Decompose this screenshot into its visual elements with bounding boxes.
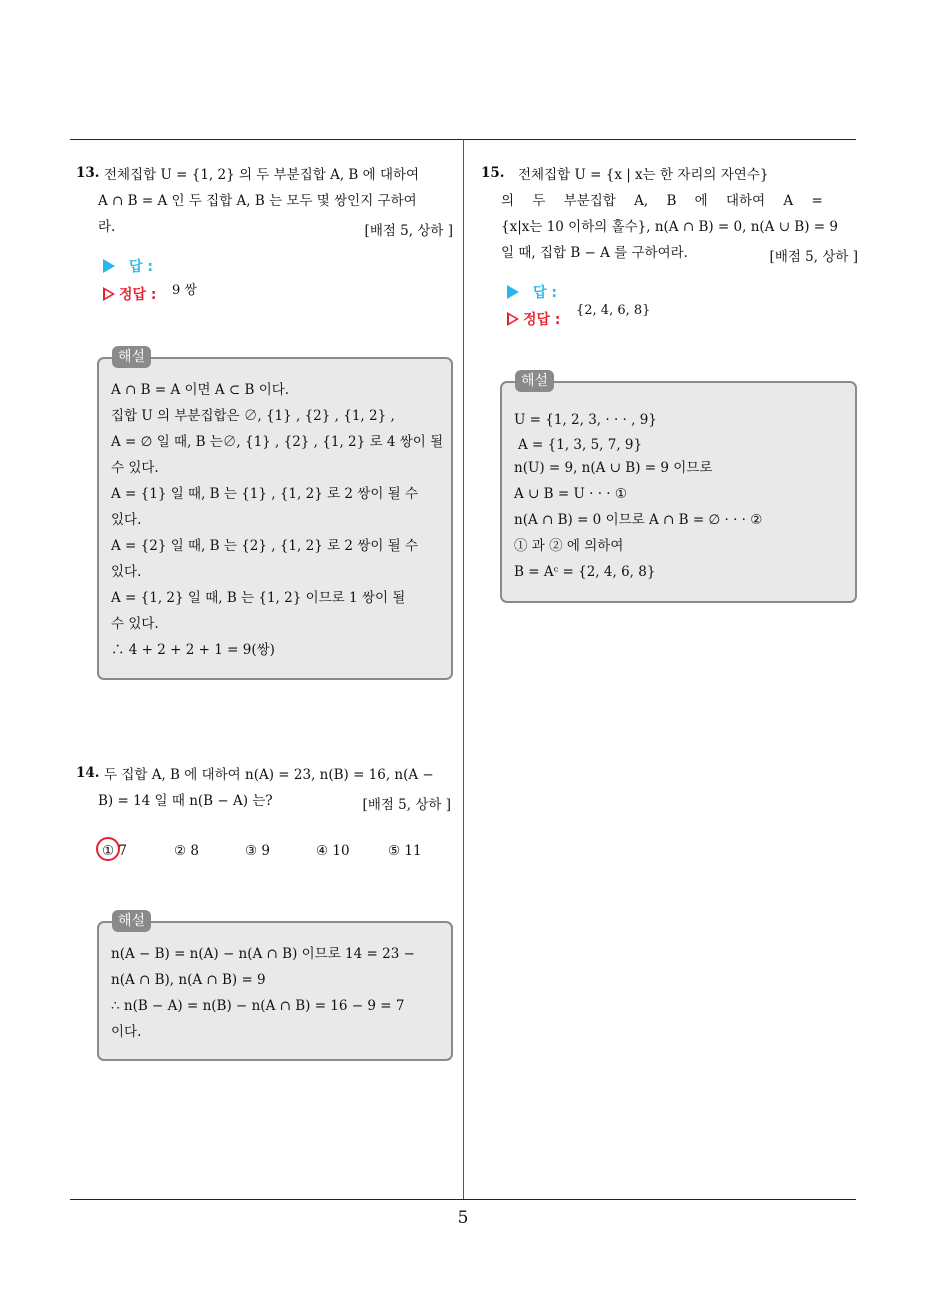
question-text-line: 일 때, 집합 B − A 를 구하여라. bbox=[501, 245, 688, 261]
explanation-line: A ∩ B = A 이면 A ⊂ B 이다. bbox=[111, 382, 290, 398]
correct-label: 정답 : bbox=[119, 287, 157, 303]
explanation-line: A ∪ B = U · · · ① bbox=[514, 486, 627, 502]
correct-answer-row bbox=[103, 284, 157, 304]
explanation-line: A = ∅ 일 때, B 는∅, {1} , {2} , {1, 2} 로 4 쌍이 될 bbox=[111, 434, 444, 450]
correct-answer-value: 9 쌍 bbox=[172, 283, 197, 298]
play-icon bbox=[507, 285, 519, 299]
explanation-line: 집합 U 의 부분집합은 ∅, {1} , {2} , {1, 2} , bbox=[111, 408, 395, 424]
triangle-outline-icon bbox=[103, 287, 115, 301]
explanation-line: n(A ∩ B), n(A ∩ B) = 9 bbox=[111, 972, 266, 988]
answer-row[interactable] bbox=[103, 256, 153, 276]
explanation-box bbox=[500, 373, 857, 603]
explanation-line: ① 과 ② 에 의하여 bbox=[514, 538, 624, 554]
explanation-line: A = {2} 일 때, B 는 {2} , {1, 2} 로 2 쌍이 될 수 bbox=[111, 538, 419, 554]
question-text-line: 라. bbox=[98, 219, 116, 235]
choice-5[interactable]: ⑤ 11 bbox=[388, 843, 422, 859]
question-text-line: 전체집합 U = {x | x는 한 자리의 자연수} bbox=[518, 167, 769, 183]
explanation-line: 있다. bbox=[111, 512, 142, 528]
question-text-line: 전체집합 U = {1, 2} 의 두 부분집합 A, B 에 대하여 bbox=[104, 167, 420, 183]
explanation-line: U = {1, 2, 3, · · · , 9} bbox=[514, 412, 657, 428]
answer-row[interactable] bbox=[507, 282, 557, 302]
score-meta: [배점 5, 상하 ] bbox=[769, 249, 858, 265]
question-text-line: 두 집합 A, B 에 대하여 n(A) = 23, n(B) = 16, n(A − bbox=[104, 767, 434, 783]
explanation-line: A = {1} 일 때, B 는 {1} , {1, 2} 로 2 쌍이 될 수 bbox=[111, 486, 419, 502]
answer-label: 답 : bbox=[129, 259, 153, 275]
choice-4[interactable]: ④ 10 bbox=[316, 843, 350, 859]
explanation-tab: 해설 bbox=[112, 346, 151, 368]
choice-3[interactable]: ③ 9 bbox=[245, 843, 270, 859]
explanation-box bbox=[97, 349, 453, 680]
explanation-line: 수 있다. bbox=[111, 616, 159, 632]
explanation-tab: 해설 bbox=[515, 370, 554, 392]
explanation-line: ∴ n(B − A) = n(B) − n(A ∩ B) = 16 − 9 = 7 bbox=[111, 998, 405, 1014]
explanation-line: n(A ∩ B) = 0 이므로 A ∩ B = ∅ · · · ② bbox=[514, 512, 763, 528]
score-meta: [배점 5, 상하 ] bbox=[362, 797, 451, 813]
choice-2[interactable]: ② 8 bbox=[174, 843, 199, 859]
question-number: 13. bbox=[76, 165, 100, 181]
question-number: 14. bbox=[76, 765, 100, 781]
correct-answer-value: {2, 4, 6, 8} bbox=[576, 303, 651, 318]
score-meta: [배점 5, 상하 ] bbox=[364, 223, 453, 239]
explanation-tab: 해설 bbox=[112, 910, 151, 932]
explanation-line: 있다. bbox=[111, 564, 142, 580]
explanation-line: n(A − B) = n(A) − n(A ∩ B) 이므로 14 = 23 − bbox=[111, 946, 415, 962]
correct-label: 정답 : bbox=[523, 312, 561, 328]
bottom-rule bbox=[70, 1199, 856, 1200]
question-text-line: 의 두 부분집합 A, B 에 대하여 A = bbox=[501, 193, 823, 209]
play-icon bbox=[103, 259, 115, 273]
explanation-line: A = {1, 3, 5, 7, 9} bbox=[518, 437, 643, 453]
explanation-box bbox=[97, 913, 453, 1061]
answer-label: 답 : bbox=[533, 285, 557, 301]
triangle-outline-icon bbox=[507, 312, 519, 326]
page-number: 5 bbox=[457, 1208, 469, 1228]
question-text-line: B) = 14 일 때 n(B − A) 는? bbox=[98, 793, 273, 809]
explanation-line: ∴ 4 + 2 + 2 + 1 = 9(쌍) bbox=[111, 642, 275, 658]
column-divider bbox=[463, 139, 464, 1200]
question-text-line: {x|x는 10 이하의 홀수}, n(A ∩ B) = 0, n(A ∪ B) = 9 bbox=[501, 219, 838, 235]
explanation-line: A = {1, 2} 일 때, B 는 {1, 2} 이므로 1 쌍이 될 bbox=[111, 590, 406, 606]
correct-answer-row bbox=[507, 309, 561, 329]
explanation-line: B = Aᶜ = {2, 4, 6, 8} bbox=[514, 564, 656, 580]
choice-1[interactable]: ① 7 bbox=[102, 843, 127, 859]
question-number: 15. bbox=[481, 165, 505, 181]
explanation-line: 이다. bbox=[111, 1024, 142, 1040]
question-text-line: A ∩ B = A 인 두 집합 A, B 는 모두 몇 쌍인지 구하여 bbox=[98, 193, 417, 209]
explanation-line: n(U) = 9, n(A ∪ B) = 9 이므로 bbox=[514, 460, 713, 476]
explanation-line: 수 있다. bbox=[111, 460, 159, 476]
